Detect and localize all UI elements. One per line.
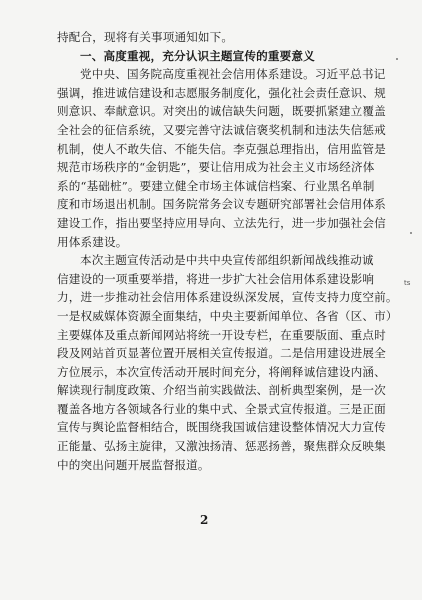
text-line: 力，进一步推动社会信用体系建设纵深发展，宣传支持力度空前。 (57, 290, 398, 305)
text-line: 则意识、奉献意识。对突出的诚信缺失问题，既要抓紧建立覆盖 (57, 104, 386, 119)
text-line: 系的“基础桩”。要建立健全市场主体诚信档案、行业黑名单制 (57, 178, 375, 193)
text-line: 覆盖各地方各领域各行业的集中式、全景式宣传报道。三是正面 (57, 401, 386, 416)
text-line: 主要媒体及重点新闻网站将统一开设专栏，在重要版面、重点时 (57, 327, 386, 342)
text-line: 度和市场退出机制。国务院常务会议专题研究部署社会信用体系 (57, 197, 386, 212)
text-line: 一是权威媒体资源全面集结，中央主要新闻单位、各省（区、市） (57, 308, 398, 323)
body-text (57, 28, 398, 474)
text-line: 规范市场秩序的“金钥匙”，要让信用成为社会主义市场经济体 (57, 160, 375, 175)
text-line: 本次主题宣传活动是中共中央宣传部组织新闻战线推动诚 (80, 253, 374, 268)
text-line: 信建设的一项重要举措，将进一步扩大社会信用体系建设影响 (57, 271, 375, 286)
section-heading: 一、高度重视，充分认识主题宣传的重要意义 (80, 48, 315, 63)
text-line: 解读现行制度政策、介绍当前实践做法、剖析典型案例，是一次 (57, 383, 386, 398)
text-line: 建设工作，指出要坚持应用导向、立法先行，进一步加强社会信 (57, 215, 386, 230)
text-line: 机制，使人不敢失信、不能失信。李克强总理指出，信用监管是 (57, 141, 386, 156)
text-line: 全社会的征信系统，又要完善守法诚信褒奖机制和违法失信惩戒 (57, 122, 386, 137)
text-line: 正能量、弘扬主旋律，又激浊扬清、惩恶扬善，聚焦群众反映集 (57, 439, 386, 454)
text-line: 持配合，现将有关事项通知如下。 (57, 30, 234, 44)
text-line: 用体系建设。 (57, 234, 128, 249)
text-line: 党中央、国务院高度重视社会信用体系建设。习近平总书记 (80, 67, 386, 82)
margin-mark: ts (404, 279, 411, 287)
text-line: 中的突出问题开展监督报道。 (57, 457, 210, 472)
text-line: 方位展示，本次宣传活动开展时间充分，将阐释诚信建设内涵、 (57, 364, 386, 379)
scan-speck (410, 232, 412, 234)
text-line: 段及网站首页显著位置开展相关宣传报道。二是信用建设进展全 (57, 346, 386, 361)
text-line: 宣传与舆论监督相结合，既围绕我国诚信建设整体情况大力宣传 (57, 420, 386, 435)
page-number: 2 (200, 513, 209, 527)
text-line: 强调，推进诚信建设和志愿服务制度化，强化社会责任意识、规 (57, 85, 386, 100)
scan-speck (396, 58, 398, 60)
